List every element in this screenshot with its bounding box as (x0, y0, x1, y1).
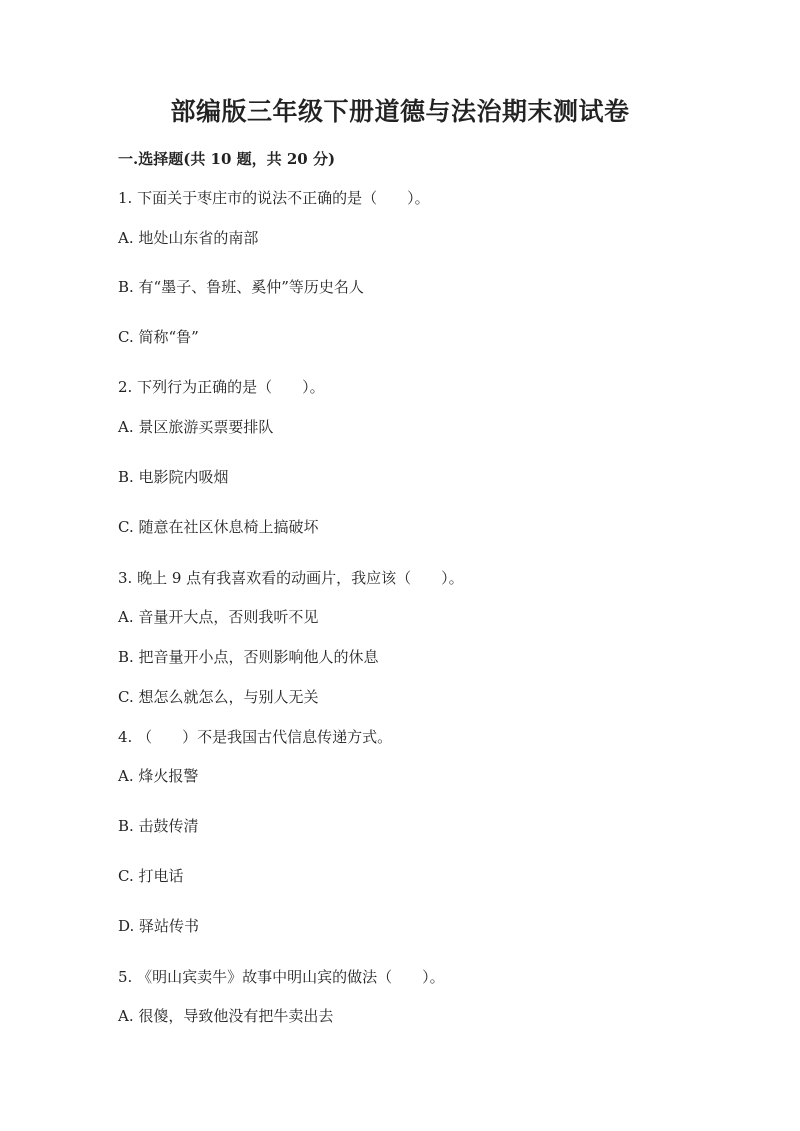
answer-option: B. 击鼓传清 (118, 817, 199, 835)
question-stem: 4. （ ）不是我国古代信息传递方式。 (118, 728, 393, 746)
answer-option: B. 电影院内吸烟 (118, 468, 229, 486)
question-stem: 3. 晚上 9 点有我喜欢看的动画片，我应该（ ）。 (118, 569, 464, 587)
answer-option: D. 驿站传书 (118, 917, 200, 935)
question-stem: 1. 下面关于枣庄市的说法不正确的是（ ）。 (118, 189, 430, 207)
section-heading: 一.选择题(共 10 题，共 20 分) (118, 150, 336, 168)
page-title: 部编版三年级下册道德与法治期末测试卷 (170, 97, 630, 126)
answer-option: A. 烽火报警 (118, 767, 199, 785)
answer-option: C. 想怎么就怎么，与别人无关 (118, 688, 319, 706)
answer-option: C. 打电话 (118, 867, 184, 885)
answer-option: A. 很傻，导致他没有把牛卖出去 (118, 1007, 334, 1025)
answer-option: A. 景区旅游买票要排队 (118, 418, 274, 436)
answer-option: C. 随意在社区休息椅上搞破坏 (118, 518, 319, 536)
answer-option: A. 音量开大点，否则我听不见 (118, 608, 319, 626)
question-stem: 2. 下列行为正确的是（ ）。 (118, 378, 325, 396)
question-stem: 5. 《明山宾卖牛》故事中明山宾的做法（ ）。 (118, 968, 445, 986)
answer-option: B. 把音量开小点，否则影响他人的休息 (118, 648, 379, 666)
answer-option: C. 简称“鲁” (118, 328, 199, 346)
answer-option: B. 有“墨子、鲁班、奚仲”等历史名人 (118, 278, 364, 296)
answer-option: A. 地处山东省的南部 (118, 229, 259, 247)
